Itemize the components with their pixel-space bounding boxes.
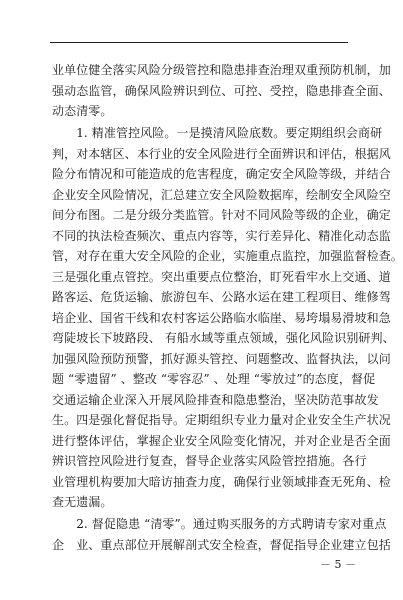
text-line: 加强风险预防预警，抓好源头管控、问题整改、监督执法，以问 [52, 351, 391, 366]
text-line: 生。四是强化督促指导。定期组织专业力量对企业安全生产状况 [52, 413, 391, 427]
text-line: 企 业、重点部位开展解剖式安全检查，督促指导企业建立包括 [52, 537, 391, 552]
text-line: 业单位健全落实风险分级管控和隐患排查治理双重预防机制，加 [52, 63, 391, 77]
text-line: 查无遗漏。 [52, 495, 113, 509]
text-line: 险分布情况和可能造成的危害程度，确定安全风险等级，并结合 [52, 167, 391, 181]
text-line: 强动态监管，确保风险辨识到位、可控、受控，隐患排查全面、 [52, 83, 391, 98]
text-line: 动态清零。 [52, 104, 113, 118]
text-line: 辨识管控风险进行复查，督导企业落实风险管控措施。各行 [52, 454, 367, 468]
text-line: 三是强化重点管控。突出重要点位整治，盯死看牢水上交通、道 [52, 269, 391, 284]
page-number: － 5 － [320, 558, 356, 571]
body-text [52, 60, 403, 555]
text-line: 交通运输企业深入开展风险排查和隐患整治，坚决防范事故发 [52, 392, 379, 407]
text-line: 路客运、危货运输、旅游包车、公路水运在建工程项目、维修驾 [52, 290, 391, 304]
text-line: 培企业、国省干线和农村客运公路临水临崖、易垮塌易滑坡和急 [52, 310, 391, 325]
text-line: 管，对存在重大安全风险的企业，实施重点监控，加强监督检查。 [52, 249, 403, 263]
text-line: 不同的执法检查频次、重点内容等，实行差异化、精准化动态监 [52, 228, 391, 243]
header-rule [50, 42, 348, 43]
text-line: 业管理机构要加大暗访抽查力度，确保行业领域排查无死角、检 [52, 474, 391, 489]
text-line: 弯陡坡长下坡路段、 有船水域等重点领域，强化风险识别研判、 [52, 331, 395, 345]
text-line: 进行整体评估，掌握企业安全风险变化情况，并对企业是否全面 [52, 433, 391, 448]
text-line: 2. 督促隐患 “清零”。通过购买服务的方式聘请专家对重点 [52, 517, 387, 531]
text-line: 1. 精准管控风险。一是摸清风险底数。要定期组织会商研 [52, 126, 383, 140]
text-line: 企业安全风险情况，汇总建立安全风险数据库，绘制安全风险空 [52, 187, 391, 202]
text-line: 间分布图。二是分级分类监管。针对不同风险等级的企业，确定 [52, 208, 391, 222]
text-line: 题 “零遗留” 、整改 “零容忍” 、处理 “零放过”的态度，督促 [52, 372, 376, 386]
text-line: 判，对本辖区、本行业的安全风险进行全面辨识和评估，根据风 [52, 146, 391, 161]
